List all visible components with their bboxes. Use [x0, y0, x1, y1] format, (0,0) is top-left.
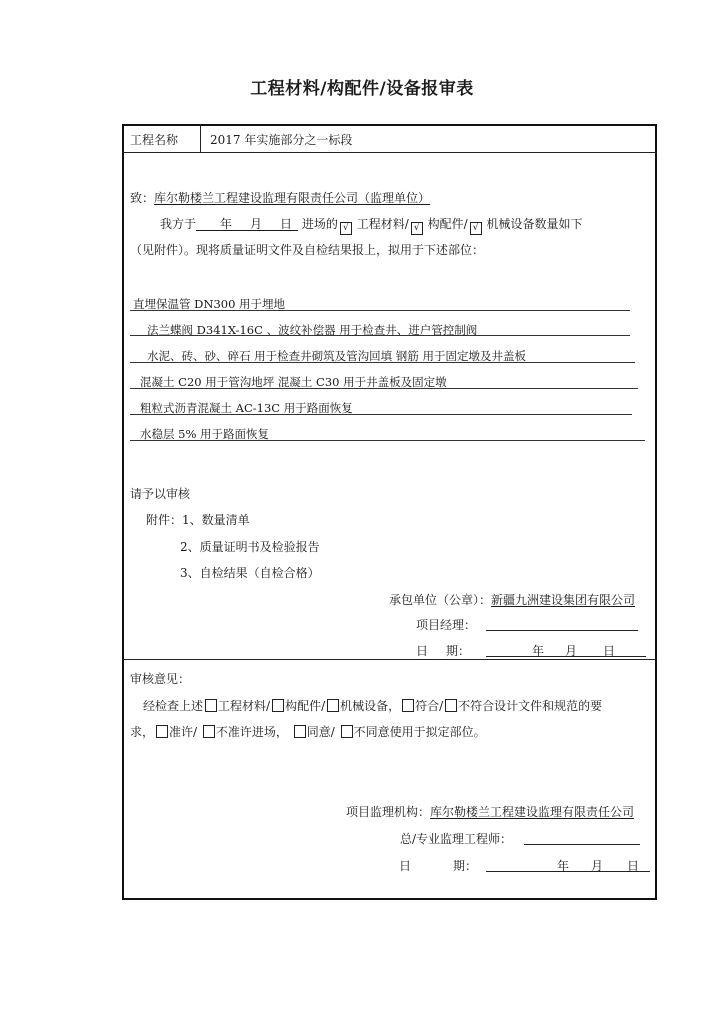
submission-line2: （见附件）。现将质量证明文件及自检结果报上，拟用于下述部位： [130, 243, 485, 257]
review-date-month: 月 [591, 859, 604, 873]
checkbox-review-nonconform[interactable] [445, 699, 457, 712]
page-title: 工程材料/构配件/设备报审表 [250, 79, 474, 99]
entry-text-a: 我方于 [160, 217, 197, 231]
submission-date-day: 日 [603, 644, 616, 658]
entry-text-b: 进场的 [301, 217, 338, 231]
review-date-line [486, 871, 650, 872]
checkbox-material[interactable]: √ [340, 222, 352, 235]
review-option-disallow: 不准许进场， [215, 725, 288, 739]
supervision-org-label: 项目监理机构： [346, 805, 431, 819]
supervision-org-value: 库尔勒楼兰工程建设监理有限责任公司 [430, 805, 635, 819]
checkbox-review-material[interactable] [205, 699, 217, 712]
entry-month: 月 [250, 217, 263, 231]
review-date-year: 年 [557, 859, 570, 873]
checkbox-review-conform[interactable] [402, 699, 414, 712]
submission-date-line [486, 656, 646, 657]
engineer-signature-line [524, 844, 640, 845]
attachment-item: 2、质量证明书及检验报告 [180, 540, 320, 554]
contractor-value: 新疆九洲建设集团有限公司 [491, 593, 636, 607]
material-item: 混凝土 C20 用于管沟地坪 混凝土 C30 用于井盖板及固定墩 [140, 375, 447, 389]
to-prefix: 致： [130, 191, 155, 205]
review-line1 [143, 697, 602, 714]
material-underline [130, 388, 638, 389]
contractor-label: 承包单位（公章）： [389, 593, 492, 607]
review-option-material: 工程材料/ [218, 699, 271, 713]
review-date-period: 期： [453, 859, 478, 873]
to-line [130, 189, 430, 206]
review-request: 请予以审核 [130, 487, 191, 501]
checkbox-review-equipment[interactable] [327, 699, 339, 712]
review-option-allow: 准许/ [169, 725, 198, 739]
checkbox-review-agree[interactable] [294, 725, 306, 738]
entry-year: 年 [220, 217, 233, 231]
entry-line [160, 215, 583, 235]
option-component-label: 构配件/ [427, 217, 468, 231]
material-item: 法兰蝶阀 D341X-16C 、波纹补偿器 用于检查井、进户管控制阀 [147, 323, 478, 337]
attachments-prefix: 附件： [146, 513, 183, 527]
project-name-label: 工程名称 [130, 133, 179, 147]
attachment-item: 1、数量清单 [182, 513, 250, 527]
review-line1-prefix: 经检查上述 [143, 699, 204, 713]
checkbox-equipment[interactable]: √ [470, 222, 482, 235]
date-label-period: 期： [446, 644, 471, 658]
review-line2-prefix: 求， [130, 725, 155, 739]
review-heading: 审核意见： [130, 672, 191, 686]
review-option-conform: 符合/ [415, 699, 444, 713]
material-underline [130, 335, 630, 336]
submission-date-month: 月 [565, 644, 578, 658]
material-item: 粗粒式沥青混凝土 AC-13C 用于路面恢复 [140, 401, 353, 415]
material-underline [130, 440, 645, 441]
header-col-divider [200, 124, 201, 152]
material-underline [130, 310, 630, 311]
entry-day: 日 [280, 217, 293, 231]
date-label-day-char: 日 [416, 644, 429, 658]
checkbox-review-disallow[interactable] [203, 725, 215, 738]
contractor-line [389, 591, 635, 608]
material-underline [130, 362, 635, 363]
attachments-line [146, 511, 250, 528]
review-option-nonconform: 不符合设计文件和规范的要 [458, 699, 603, 713]
review-option-component: 构配件/ [285, 699, 326, 713]
project-name-value: 2017 年实施部分之一标段 [210, 133, 353, 147]
review-date-day-char: 日 [399, 859, 412, 873]
to-org: 库尔勒楼兰工程建设监理有限责任公司（监理单位） [154, 191, 431, 205]
submission-date-label [416, 642, 470, 659]
section-divider [122, 659, 657, 660]
material-item: 直埋保温管 DN300 用于埋地 [133, 297, 286, 311]
attachment-item: 3、自检结果（自检合格） [180, 566, 320, 580]
review-date-label [399, 857, 477, 874]
checkbox-review-allow[interactable] [156, 725, 168, 738]
material-item: 水泥、砖、砂、碎石 用于检查井砌筑及管沟回填 钢筋 用于固定墩及井盖板 [147, 349, 526, 363]
review-date-day: 日 [627, 859, 640, 873]
review-option-equipment: 机械设备， [340, 699, 401, 713]
header-row-divider [122, 152, 657, 153]
checkbox-review-component[interactable] [272, 699, 284, 712]
manager-label: 项目经理： [416, 618, 477, 632]
checkbox-review-disagree[interactable] [341, 725, 353, 738]
manager-signature-line [486, 630, 638, 631]
option-material-label: 工程材料/ [356, 217, 409, 231]
review-option-agree: 同意/ [306, 725, 335, 739]
checkbox-component[interactable]: √ [411, 222, 423, 235]
review-option-disagree: 不同意使用于拟定部位。 [353, 725, 486, 739]
material-item: 水稳层 5% 用于路面恢复 [140, 427, 270, 441]
entry-date [196, 217, 298, 231]
review-line2 [130, 723, 486, 740]
engineer-label: 总/专业监理工程师： [400, 832, 513, 846]
submission-date-year: 年 [532, 644, 545, 658]
material-underline [130, 414, 632, 415]
option-equipment-label: 机械设备数量如下 [486, 217, 583, 231]
supervision-org-line [346, 803, 634, 820]
